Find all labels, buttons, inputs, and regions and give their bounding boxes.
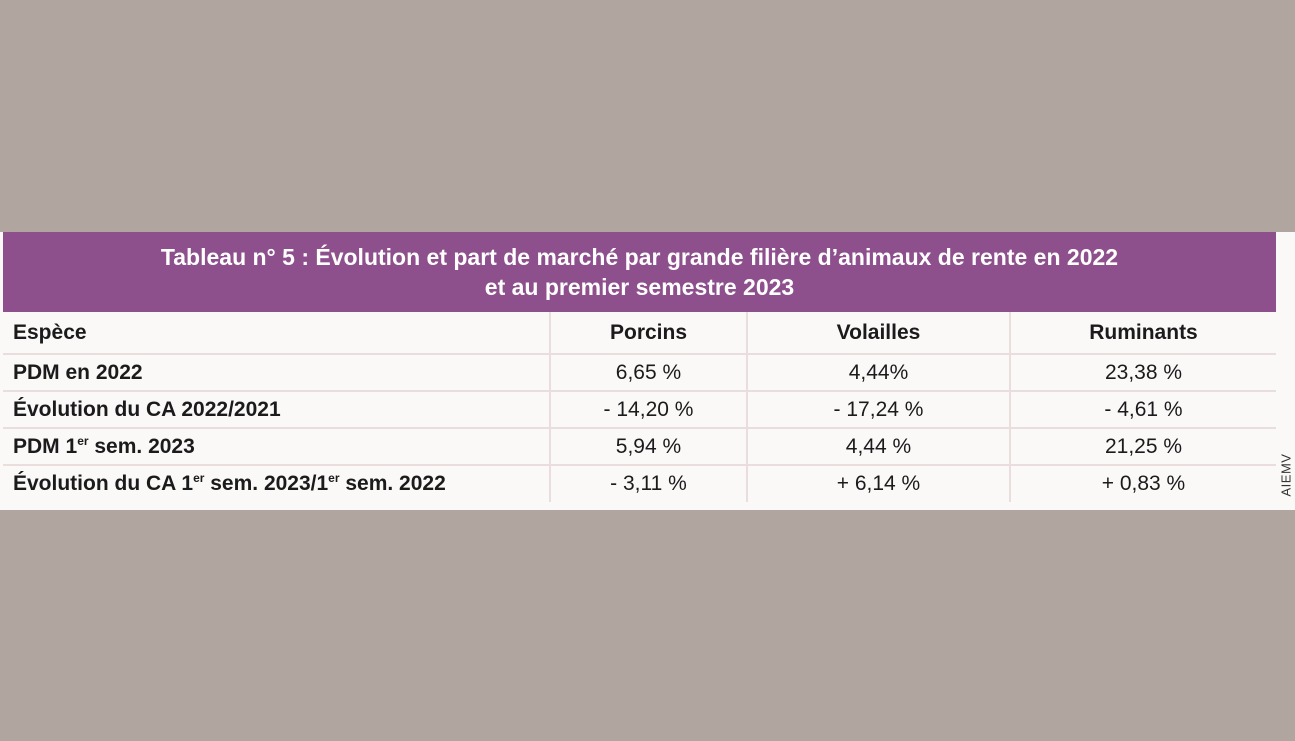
cell-porcins: 6,65 % [550, 354, 747, 391]
cell-volailles: 4,44 % [747, 428, 1010, 465]
cell-volailles: 4,44% [747, 354, 1010, 391]
column-header-espece: Espèce [3, 312, 550, 354]
cell-porcins: - 14,20 % [550, 391, 747, 428]
source-credit [1276, 440, 1295, 510]
column-header-volailles: Volailles [747, 312, 1010, 354]
cell-porcins: 5,94 % [550, 428, 747, 465]
source-credit-text: AIEMV [1278, 453, 1293, 497]
cell-porcins: - 3,11 % [550, 465, 747, 502]
table-row [3, 391, 1276, 428]
table-panel [0, 232, 1295, 510]
cell-ruminants: 23,38 % [1010, 354, 1276, 391]
column-header-porcins: Porcins [550, 312, 747, 354]
table-title [3, 232, 1276, 312]
table-header-row [3, 312, 1276, 354]
table-row [3, 428, 1276, 465]
data-table [3, 312, 1276, 502]
cell-ruminants: + 0,83 % [1101, 472, 1186, 495]
row-label: Évolution du CA 2022/2021 [3, 391, 550, 428]
table-row [3, 354, 1276, 391]
table-title-line-1: Tableau n° 5 : Évolution et part de marché par grande filière d’animaux de rente en 2022 [160, 244, 1119, 270]
column-header-ruminants: Ruminants [1010, 312, 1276, 354]
table-title-line-2: et au premier semestre 2023 [484, 274, 795, 300]
row-label: PDM 1er sem. 2023 [3, 428, 550, 465]
cell-ruminants: 21,25 % [1010, 428, 1276, 465]
row-label: Évolution du CA 1er sem. 2023/1er sem. 2022 [3, 465, 550, 502]
cell-volailles: - 17,24 % [747, 391, 1010, 428]
table-row [3, 465, 1276, 502]
cell-volailles: + 6,14 % [747, 465, 1010, 502]
cell-ruminants: - 4,61 % [1010, 391, 1276, 428]
row-label: PDM en 2022 [3, 354, 550, 391]
